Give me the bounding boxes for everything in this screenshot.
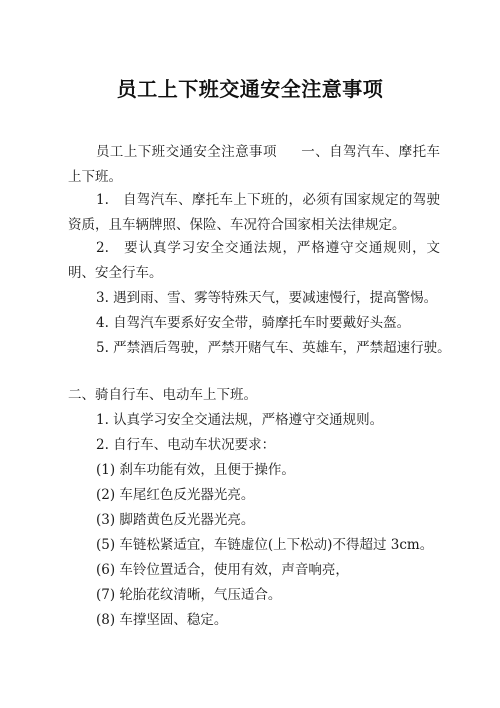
document-title: 员工上下班交通安全注意事项 bbox=[116, 77, 384, 101]
section-one-item-2 bbox=[68, 236, 440, 286]
list-item: (8) 车撑坚固、稳定。 bbox=[96, 612, 228, 628]
list-item: (7) 轮胎花纹清晰，气压适合。 bbox=[96, 587, 282, 603]
list-item: 3. 遇到雨、雪、雾等特殊天气，要减速慢行，提高警惕。 bbox=[96, 290, 438, 306]
list-item: (1) 刹车功能有效，且便于操作。 bbox=[96, 462, 295, 478]
list-item: 4. 自驾汽车要系好安全带，骑摩托车时要戴好头盔。 bbox=[96, 315, 411, 331]
list-item: (5) 车链松紧适宜，车链虚位(上下松动)不得超过 3cm。 bbox=[96, 537, 434, 553]
list-item: 1. 自驾汽车、摩托车上下班的，必须有国家规定的驾驶资质，且车辆牌照、保险、车况符合国家相关法律规定。 bbox=[68, 192, 440, 233]
intro-lead: 员工上下班交通安全注意事项 bbox=[96, 144, 277, 160]
list-item: (2) 车尾红色反光器光亮。 bbox=[96, 487, 255, 503]
section-one-item-1 bbox=[68, 188, 440, 238]
section-one-heading: 一、自驾汽车、摩托车上下班。 bbox=[68, 144, 441, 185]
list-item: 2. 自行车、电动车状况要求： bbox=[96, 437, 276, 453]
list-item: (6) 车铃位置适合，使用有效，声音响亮， bbox=[96, 562, 349, 578]
section-two-heading: 二、骑自行车、电动车上下班。 bbox=[68, 387, 257, 403]
list-item: (3) 脚踏黄色反光器光亮。 bbox=[96, 512, 255, 528]
intro-text bbox=[68, 140, 440, 190]
intro-paragraph bbox=[68, 140, 440, 190]
list-item: 2. 要认真学习安全交通法规，严格遵守交通规则，文明、安全行车。 bbox=[68, 240, 440, 281]
list-item: 5. 严禁酒后驾驶，严禁开赌气车、英雄车，严禁超速行驶。 bbox=[96, 340, 451, 356]
list-item: 1. 认真学习安全交通法规，严格遵守交通规则。 bbox=[96, 412, 384, 428]
